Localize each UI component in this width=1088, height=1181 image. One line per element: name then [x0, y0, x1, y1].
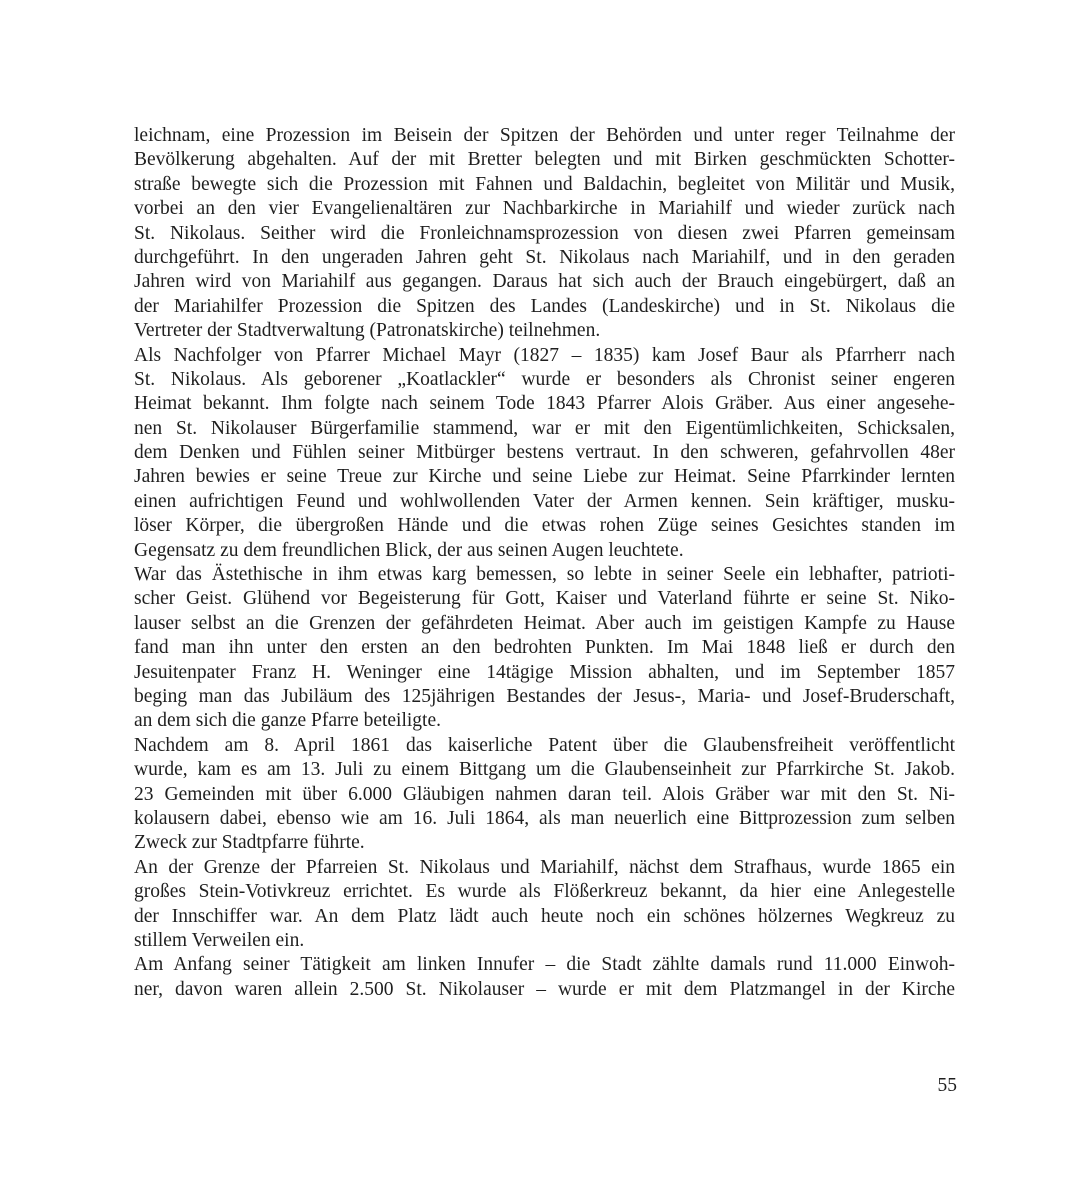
text-line: großes Stein-Votivkreuz errichtet. Es wurde als Flößerkreuz bekannt, da hier eine Anlegestelle — [134, 881, 955, 903]
text-line: Jesuitenpater Franz H. Weninger eine 14tägige Mission abhalten, und im September 1857 — [134, 661, 955, 683]
text-line: kolausern dabei, ebenso wie am 16. Juli 1864, als man neuerlich eine Bittprozession zum selben — [134, 807, 955, 829]
text-line: wurde, kam es am 13. Juli zu einem Bittgang um die Glaubenseinheit zur Pfarrkirche St. Jakob. — [134, 759, 955, 781]
paragraph — [134, 344, 955, 564]
text-line: St. Nikolaus. Als geborener „Koatlackler“ wurde er besonders als Chronist seiner engeren — [134, 368, 955, 390]
text-line: stillem Verweilen ein. — [134, 929, 305, 951]
text-line: fand man ihn unter den ersten an den bedrohten Punkten. Im Mai 1848 ließ er durch den — [134, 637, 955, 659]
paragraph — [134, 124, 955, 344]
text-line: ner, davon waren allein 2.500 St. Nikolauser – wurde er mit dem Platzmangel in der Kirche — [134, 978, 955, 1000]
text-line: dem Denken und Fühlen seiner Mitbürger bestens vertraut. In den schweren, gefahrvollen 48er — [134, 442, 955, 464]
text-line: Vertreter der Stadtverwaltung (Patronatskirche) teilnehmen. — [134, 320, 601, 342]
text-line: löser Körper, die übergroßen Hände und die etwas rohen Züge seines Gesichtes standen im — [134, 515, 955, 537]
text-line: Jahren wird von Mariahilf aus gegangen. Daraus hat sich auch der Brauch eingebürgert, daß an — [134, 271, 955, 293]
text-line: War das Ästethische in ihm etwas karg bemessen, so lebte in seiner Seele ein lebhafter, patrioti- — [134, 564, 955, 586]
text-line: der Innschiffer war. An dem Platz lädt auch heute noch ein schönes hölzernes Wegkreuz zu — [134, 905, 955, 927]
text-line: An der Grenze der Pfarreien St. Nikolaus und Mariahilf, nächst dem Strafhaus, wurde 1865 ein — [134, 856, 955, 878]
text-line: beging man das Jubiläum des 125jährigen Bestandes der Jesus-, Maria- und Josef-Bruderschaft, — [134, 685, 955, 707]
text-line: an dem sich die ganze Pfarre beteiligte. — [134, 710, 441, 732]
paragraph — [134, 734, 955, 856]
text-line: lauser selbst an die Grenzen der gefährdeten Heimat. Aber auch im geistigen Kampfe zu Hause — [134, 612, 955, 634]
text-line: der Mariahilfer Prozession die Spitzen des Landes (Landeskirche) und in St. Nikolaus die — [134, 295, 955, 317]
paragraph — [134, 856, 955, 954]
text-line: Zweck zur Stadtpfarre führte. — [134, 832, 365, 854]
text-line: einen aufrichtigen Feund und wohlwollenden Vater der Armen kennen. Sein kräftiger, musku- — [134, 490, 955, 512]
paragraph — [134, 563, 955, 734]
text-line: St. Nikolaus. Seither wird die Fronleichnamsprozession von diesen zwei Pfarren gemeinsam — [134, 222, 955, 244]
page-body — [134, 124, 955, 1002]
text-line: 23 Gemeinden mit über 6.000 Gläubigen nahmen daran teil. Alois Gräber war mit den St. Ni- — [134, 783, 955, 805]
text-line: Am Anfang seiner Tätigkeit am linken Innufer – die Stadt zählte damals rund 11.000 Einwoh- — [134, 954, 955, 976]
page-number: 55 — [937, 1075, 957, 1096]
text-line: scher Geist. Glühend vor Begeisterung für Gott, Kaiser und Vaterland führte er seine St. Niko- — [134, 588, 955, 610]
text-line: leichnam, eine Prozession im Beisein der Spitzen der Behörden und unter reger Teilnahme der — [134, 125, 955, 146]
text-line: straße bewegte sich die Prozession mit Fahnen und Baldachin, begleitet von Militär und Musik, — [134, 173, 955, 195]
text-line: durchgeführt. In den ungeraden Jahren geht St. Nikolaus nach Mariahilf, und in den geraden — [134, 246, 955, 268]
text-line: Heimat bekannt. Ihm folgte nach seinem Tode 1843 Pfarrer Alois Gräber. Aus einer angesehe- — [134, 393, 955, 415]
paragraph — [134, 953, 955, 1002]
text-line: Nachdem am 8. April 1861 das kaiserliche Patent über die Glaubensfreiheit veröffentlicht — [134, 734, 955, 756]
text-line: vorbei an den vier Evangelienaltären zur Nachbarkirche in Mariahilf und wieder zurück nach — [134, 198, 955, 220]
text-line: Gegensatz zu dem freundlichen Blick, der aus seinen Augen leuchtete. — [134, 539, 684, 561]
text-line: nen St. Nikolauser Bürgerfamilie stammend, war er mit den Eigentümlichkeiten, Schicksalen, — [134, 417, 955, 439]
text-line: Als Nachfolger von Pfarrer Michael Mayr (1827 – 1835) kam Josef Baur als Pfarrherr nach — [134, 344, 955, 366]
text-line: Bevölkerung abgehalten. Auf der mit Bretter belegten und mit Birken geschmückten Schotter- — [134, 149, 955, 171]
text-line: Jahren bewies er seine Treue zur Kirche und seine Liebe zur Heimat. Seine Pfarrkinder lernten — [134, 466, 955, 488]
